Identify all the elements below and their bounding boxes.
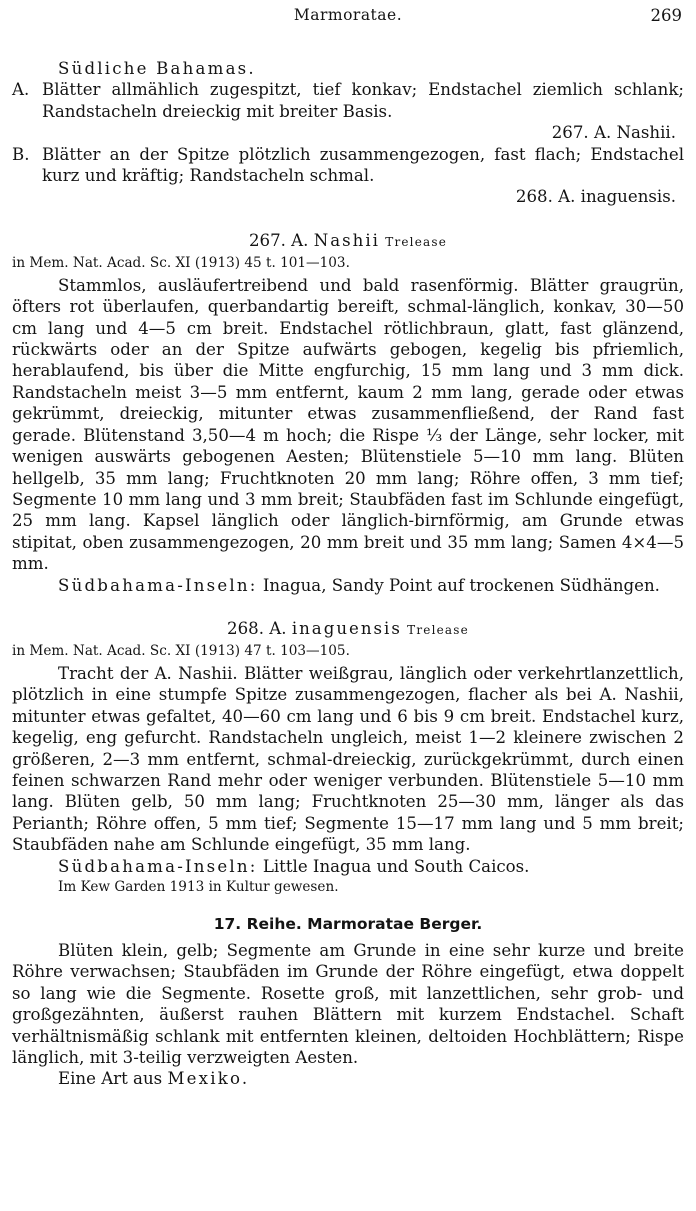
- species-name: inaguensis: [291, 618, 402, 638]
- distribution-text: Little Inagua und South Caicos.: [262, 856, 530, 876]
- species-distribution-268: [12, 856, 684, 877]
- key-entry-b: [12, 144, 684, 187]
- species-description-267: Stammlos, ausläufertreibend und bald rasenförmig. Blätter graugrün, öfters rot überlaufen, querbandartig bereift, schmal-länglich, konkav, 30—50 cm lang und 4—5 cm breit. Endstachel rötlichbraun, glatt, fast glänzend, rückwärts oder an der Spitze aufwärts gebogen, kegelig bis pfriemlich, herablaufend, bis über die Mitte engfurchig, 15 mm lang und 3 mm dick. Randstacheln meist 3—5 mm entfernt, kaum 2 mm lang, gerade oder etwas gekrümmt, dreieckig, mitunter etwas zusammenfließend, der Rand fast gerade. Blütenstand 3,50—4 m hoch; die Rispe ⅓ der Länge, sehr locker, mit wenigen auswärts gebogenen Aesten; Blütenstiele 5—10 mm lang. Blüten hellgelb, 35 mm lang; Fruchtknoten 20 mm lang; Röhre offen, 3 mm tief; Segmente 10 mm lang und 3 mm breit; Staubfäden fast im Schlunde eingefügt, 25 mm lang. Kapsel länglich oder länglich-birnförmig, am Grunde etwas stipitat, oben zusammengezogen, 20 mm breit und 35 mm lang; Samen 4×4—5 mm.: [12, 275, 684, 574]
- closing-region: Mexiko.: [167, 1069, 250, 1089]
- closing-prefix: Eine Art aus: [58, 1069, 163, 1089]
- running-header: [12, 6, 684, 30]
- species-heading-268: [12, 618, 684, 641]
- species-heading-267: [12, 230, 684, 253]
- species-reference-267: in Mem. Nat. Acad. Sc. XI (1913) 45 t. 101—103.: [12, 254, 350, 271]
- species-reference-268: in Mem. Nat. Acad. Sc. XI (1913) 47 t. 103—105.: [12, 642, 350, 659]
- key-letter-b: B.: [12, 144, 30, 164]
- species-note-268: Im Kew Garden 1913 in Kultur gewesen.: [58, 879, 339, 895]
- series-closing: [12, 1068, 684, 1089]
- page-body: [12, 58, 684, 1090]
- key-result-a: 267. A. Nashii.: [551, 123, 676, 143]
- series-description: Blüten klein, gelb; Segmente am Grunde in eine sehr kurze und breite Röhre verwachsen; Staubfäden im Grunde der Röhre eingefügt, etwa doppelt so lang wie die Segmente. Rosette groß, mit lanzettlichen, sehr grob- und großgezähnten, äußerst rauhen Blättern mit kurzem Endstachel. Schaft verhältnismäßig schlank mit entfernten kleinen, deltoiden Hochblättern; Rispe länglich, mit 3-teilig verzweigten Aesten.: [12, 941, 684, 1068]
- key-region: Südliche Bahamas.: [58, 59, 256, 78]
- running-title: Marmoratae.: [293, 6, 403, 24]
- key-text-a: Blätter allmählich zugespitzt, tief konkav; Endstachel ziemlich schlank; Randstacheln dreieckig mit breiter Basis.: [42, 80, 684, 121]
- species-number: 268. A.: [227, 618, 287, 638]
- species-number: 267. A.: [248, 230, 309, 250]
- species-author: Trelease: [385, 234, 448, 249]
- series-heading: 17. Reihe. Marmoratae Berger.: [213, 915, 483, 933]
- key-text-b: Blätter an der Spitze plötzlich zusammengezogen, fast flach; Endstachel kurz und kräftig; Randstacheln schmal.: [42, 144, 684, 186]
- key-letter-a: A.: [12, 80, 30, 100]
- page-number: 269: [650, 6, 682, 25]
- key-result-b: 268. A. inaguensis.: [515, 187, 676, 207]
- distribution-region: Südbahama-Inseln:: [58, 575, 258, 595]
- species-author: Trelease: [407, 622, 469, 637]
- species-distribution-267: [12, 575, 684, 596]
- key-entry-a: [12, 79, 684, 122]
- species-description-268: Tracht der A. Nashii. Blätter weißgrau, länglich oder verkehrtlanzettlich, plötzlich in eine stumpfe Spitze zusammengezogen, flacher als bei A. Nashii, mitunter etwas gefaltet, 40—60 cm lang und 6 bis 9 cm breit. Endstachel kurz, kegelig, eng gefurcht. Randstacheln ungleich, meist 1—2 kleinere zwischen 2 größeren, 2—3 mm entfernt, schmal-dreieckig, zurückgekrümmt, durch einen feinen schwarzen Rand mehr oder weniger verbunden. Blütenstiele 5—10 mm lang. Blüten gelb, 50 mm lang; Fruchtknoten 25—30 mm, länger als das Perianth; Röhre offen, 5 mm tief; Segmente 15—17 mm lang und 5 mm breit; Staubfäden nahe am Schlunde eingefügt, 35 mm lang.: [12, 663, 684, 855]
- species-name: Nashii: [313, 230, 380, 250]
- distribution-text: Inagua, Sandy Point auf trockenen Südhängen.: [262, 575, 660, 595]
- distribution-region: Südbahama-Inseln:: [58, 856, 258, 876]
